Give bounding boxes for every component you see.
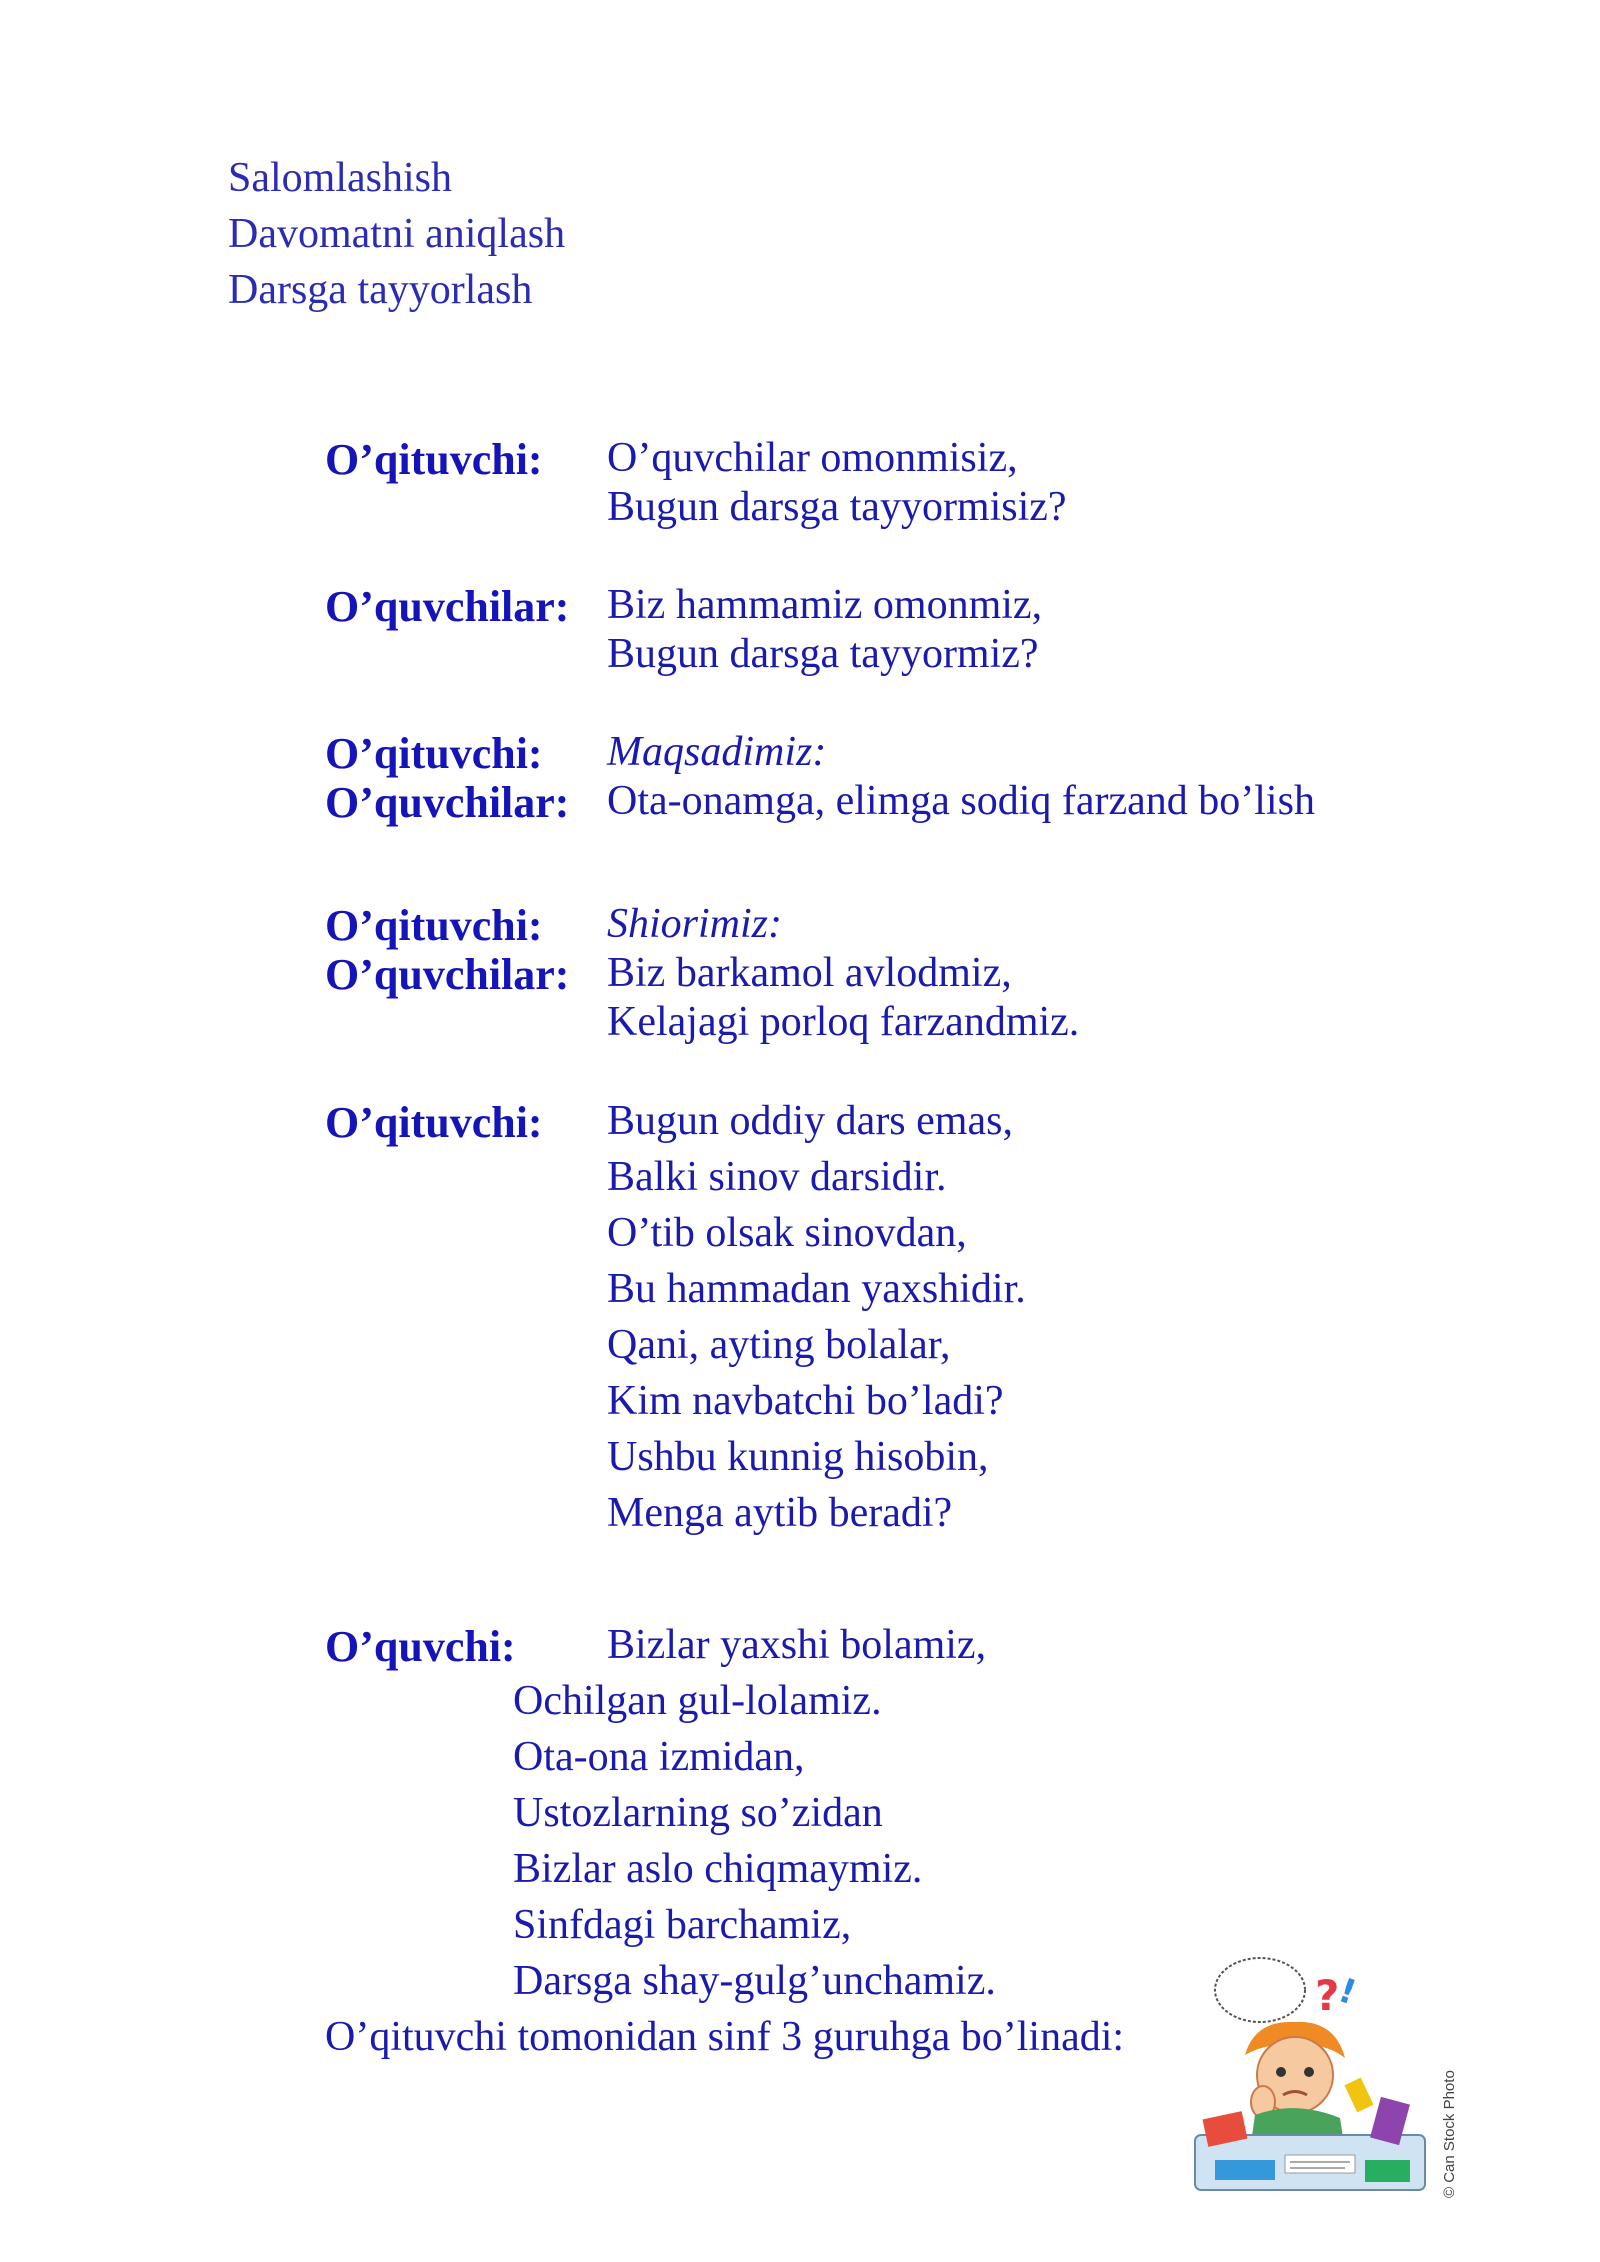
poem-line: Menga aytib beradi?: [607, 1490, 953, 1536]
poem-line: Ustozlarning so’zidan: [513, 1790, 883, 1836]
motto-line: Kelajagi porloq farzandmiz.: [607, 999, 1080, 1045]
goal-text: Ota-onamga, elimga sodiq farzand bo’lish: [607, 778, 1315, 824]
speaker-teacher: O’qituvchi:: [325, 435, 543, 484]
speaker-students: O’quvchilar:: [325, 950, 570, 999]
intro-line-1: Salomlashish: [228, 155, 453, 201]
speaker-teacher: O’qituvchi:: [325, 901, 543, 950]
poem-line: Bizlar yaxshi bolamiz,: [607, 1622, 987, 1668]
motto-heading: Shiorimiz:: [607, 901, 783, 947]
speaker-teacher: O’qituvchi:: [325, 1098, 543, 1147]
poem-line: Ochilgan gul-lolamiz.: [513, 1678, 882, 1724]
dialogue-line: Bugun darsga tayyormiz?: [607, 631, 1039, 677]
exclamation-icon: !: [1333, 1970, 1362, 2014]
question-mark-icon: ?: [1315, 1971, 1340, 2020]
photo-credit: [1438, 2010, 1460, 2200]
poem-line: Sinfdagi barchamiz,: [513, 1902, 852, 1948]
poem-line: Darsga shay-gulg’unchamiz.: [513, 1958, 996, 2004]
closing-instruction: O’qituvchi tomonidan sinf 3 guruhga bo’linadi:: [325, 2014, 1125, 2060]
speaker-student: O’quvchi:: [325, 1622, 516, 1671]
speaker-students: O’quvchilar:: [325, 778, 570, 827]
poem-line: Kim navbatchi bo’ladi?: [607, 1378, 1004, 1424]
poem-line: Ota-ona izmidan,: [513, 1734, 805, 1780]
speaker-teacher: O’qituvchi:: [325, 729, 543, 778]
poem-line: O’tib olsak sinovdan,: [607, 1210, 967, 1256]
photo-credit-text: © Can Stock Photo: [1441, 2070, 1458, 2198]
thinking-student-illustration: [1175, 1950, 1445, 2220]
poem-line: Bugun oddiy dars emas,: [607, 1098, 1013, 1144]
poem-line: Bu hammadan yaxshidir.: [607, 1266, 1026, 1312]
intro-line-2: Davomatni aniqlash: [228, 211, 566, 257]
poem-line: Balki sinov darsidir.: [607, 1154, 947, 1200]
motto-line: Biz barkamol avlodmiz,: [607, 950, 1012, 996]
dialogue-line: Biz hammamiz omonmiz,: [607, 582, 1043, 628]
goal-heading: Maqsadimiz:: [607, 729, 827, 775]
poem-line: Ushbu kunnig hisobin,: [607, 1434, 989, 1480]
poem-line: Bizlar aslo chiqmaymiz.: [513, 1846, 923, 1892]
dialogue-line: Bugun darsga tayyormisiz?: [607, 484, 1067, 530]
speaker-students: O’quvchilar:: [325, 582, 570, 631]
poem-line: Qani, ayting bolalar,: [607, 1322, 951, 1368]
intro-line-3: Darsga tayyorlash: [228, 267, 533, 313]
dialogue-line: O’quvchilar omonmisiz,: [607, 435, 1018, 481]
